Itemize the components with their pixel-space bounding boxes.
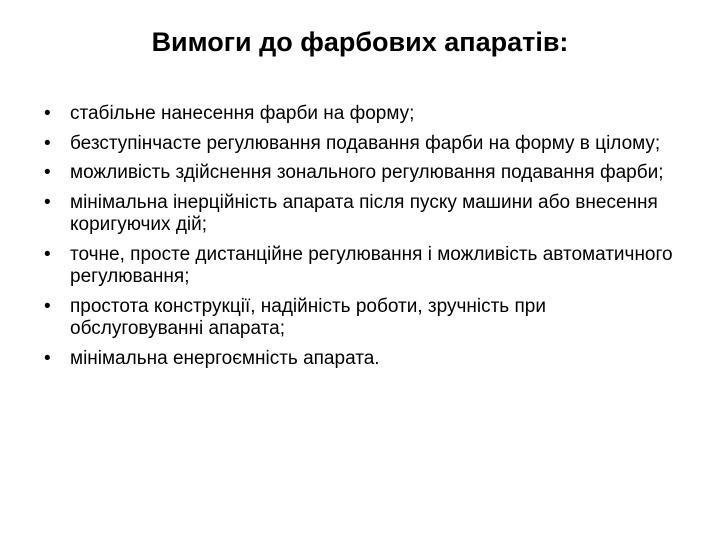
bullet-icon: • — [44, 295, 51, 317]
list-item — [44, 244, 684, 289]
list-item — [44, 192, 684, 237]
bullet-icon: • — [44, 191, 51, 213]
list-item — [44, 162, 684, 185]
bullet-list — [44, 103, 684, 377]
bullet-text: точне, просте дистанційне регулювання і можливість автоматичного регулювання; — [70, 243, 673, 287]
bullet-text: мінімальна енергоємність апарата. — [70, 347, 380, 369]
bullet-text: простота конструкції, надійність роботи, зручність при обслуговуванні апарата; — [70, 295, 546, 339]
bullet-text: стабільне нанесення фарби на форму; — [70, 103, 415, 124]
bullet-icon: • — [44, 243, 51, 265]
slide-title: Вимоги до фарбових апаратів: — [151, 27, 569, 57]
bullet-icon: • — [44, 162, 51, 183]
bullet-icon: • — [44, 103, 51, 124]
bullet-text: можливість здійснення зонального регулювання подавання фарби; — [70, 162, 664, 183]
bullet-icon: • — [44, 347, 51, 369]
bullet-text: безступінчасте регулювання подавання фарби на форму в цілому; — [70, 132, 661, 154]
list-item — [44, 133, 684, 156]
bullet-icon: • — [44, 132, 51, 154]
bullet-text: мінімальна інерційність апарата після пуску машини або внесення коригуючих дій; — [70, 191, 658, 235]
list-item — [44, 296, 684, 341]
list-item — [44, 348, 684, 371]
list-item — [44, 103, 684, 126]
